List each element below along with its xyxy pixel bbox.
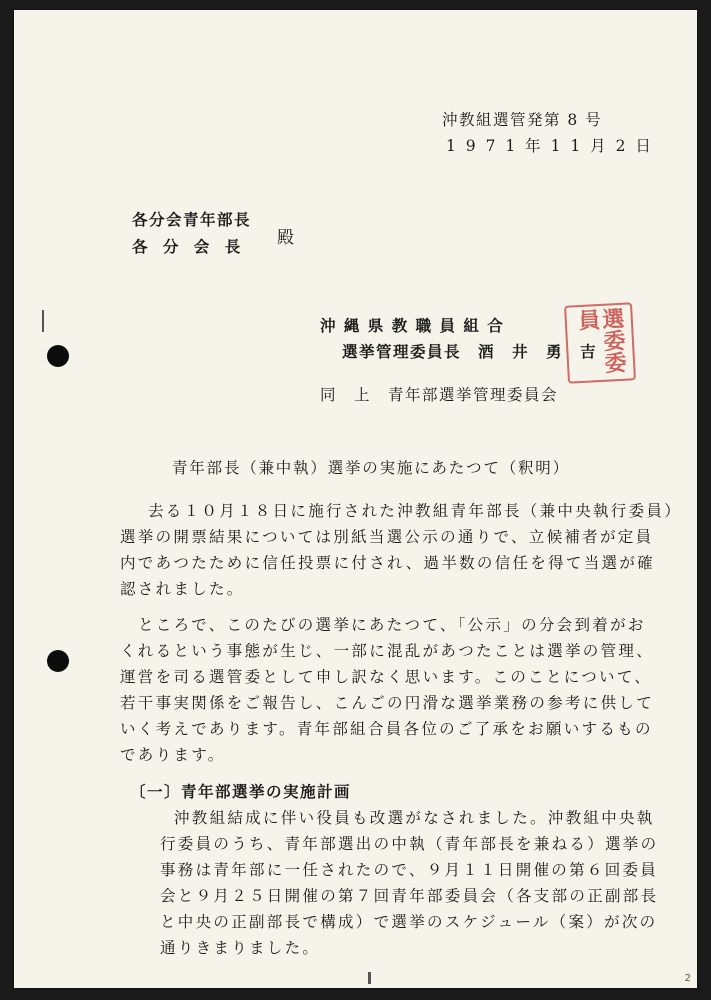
sender-title-name: 選挙管理委員長 酒 井 勇 吉 xyxy=(342,343,598,361)
margin-tick xyxy=(42,310,44,332)
section-heading: 〔一〕青年部選挙の実施計画 xyxy=(130,783,352,801)
section-line: 沖教組結成に伴い役員も改選がなされました。沖教組中央執 xyxy=(174,809,655,827)
addressee-honorific: 殿 xyxy=(277,228,296,248)
paragraph-line: ところで、このたびの選挙にあたつて、「公示」の分会到着がお xyxy=(138,616,646,634)
paragraph-line: いく考えであります。青年部組合員各位のご了承をお願いするもの xyxy=(120,720,653,738)
punch-hole-top xyxy=(47,345,69,367)
margin-tick-bottom xyxy=(368,972,371,984)
seal-stamp xyxy=(564,302,636,383)
paragraph-line: 若干事実関係をご報告し、こんごの円滑な選挙業務の参考に供して xyxy=(120,694,655,712)
addressee-line-1: 各分会青年部長 xyxy=(132,211,252,229)
sender-committee: 同 上 青年部選挙管理委員会 xyxy=(320,386,559,404)
document-title: 青年部長（兼中執）選挙の実施にあたつて（釈明） xyxy=(172,459,570,477)
document-page xyxy=(14,10,697,988)
punch-hole-bottom xyxy=(47,650,69,672)
addressee-line-2: 各 分 会 長 xyxy=(132,238,246,256)
paragraph-line: 認されました。 xyxy=(120,580,245,598)
section-line: と中央の正副部長で構成）で選挙のスケジュール（案）が次の xyxy=(160,913,658,931)
seal-stamp-text: 選委委員 xyxy=(574,306,627,374)
paragraph-line: 運営を司る選管委として申し訳なく思います。このことについて、 xyxy=(120,668,653,686)
section-line: 会と９月２５日開催の第７回青年部委員会（各支部の正副部長 xyxy=(160,887,659,905)
sender-org: 沖 縄 県 教 職 員 組 合 xyxy=(320,317,505,335)
paragraph-line: 選挙の開票結果については別紙当選公示の通りで、立候補者が定員 xyxy=(120,528,654,546)
paragraph-line: 内であつたために信任投票に付され、過半数の信任を得て当選が確 xyxy=(120,554,655,572)
section-line: 事務は青年部に一任されたので、９月１１日開催の第６回委員 xyxy=(160,861,659,879)
paragraph-line: 去る１０月１８日に施行された沖教組青年部長（兼中央執行委員） xyxy=(148,502,683,520)
page-number: 2 xyxy=(684,973,691,984)
doc-number: 沖教組選管発第 8 号 xyxy=(442,111,603,129)
paragraph-line: くれるという事態が生じ、一部に混乱があつたことは選挙の管理、 xyxy=(120,642,655,660)
section-line: 行委員のうち、青年部選出の中執（青年部長を兼ねる）選挙の xyxy=(160,835,659,853)
doc-date: 1 9 7 1 年 1 1 月 2 日 xyxy=(446,137,654,155)
section-line: 通りきまりました。 xyxy=(160,939,321,957)
paragraph-line: であります。 xyxy=(120,746,226,764)
